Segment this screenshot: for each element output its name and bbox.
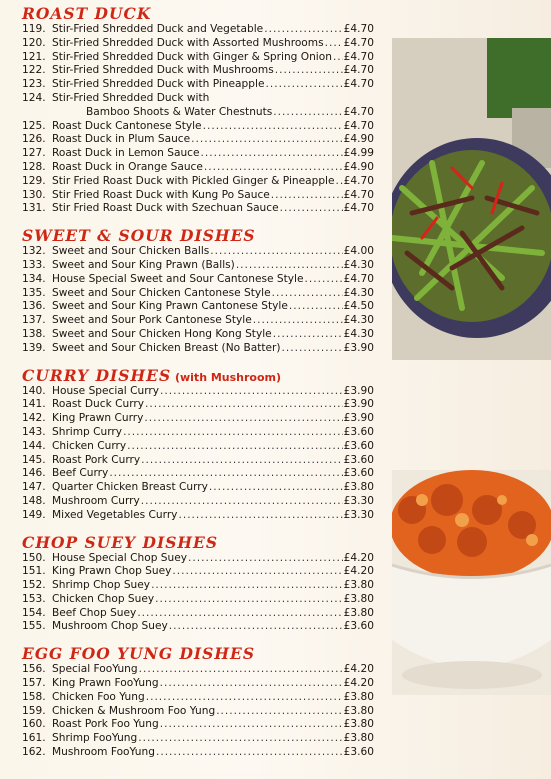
item-number: 135. [22, 286, 46, 299]
dot-leader [191, 133, 343, 147]
item-name: King Prawn Chop Suey [52, 565, 172, 578]
item-name: Sweet and Sour Pork Cantonese Style [52, 314, 252, 327]
section-title-text: EGG FOO YUNG DISHES [22, 644, 256, 664]
item-number: 119. [22, 23, 46, 35]
item-number: 132. [22, 245, 46, 258]
menu-item [22, 342, 374, 356]
dot-leader [204, 161, 343, 175]
menu-item [22, 202, 374, 216]
dot-leader [151, 579, 343, 593]
item-price: £3.80 [343, 718, 374, 731]
item-number: 145. [22, 453, 46, 466]
section-gap [22, 634, 374, 644]
item-price: £4.20 [343, 677, 374, 690]
item-number: 130. [22, 188, 46, 201]
stir-fry-dish-photo [392, 38, 551, 360]
dot-leader [109, 467, 342, 481]
item-name: Sweet and Sour Chicken Hong Kong Style [52, 327, 272, 340]
item-number: 124. [22, 91, 46, 104]
menu-item [22, 92, 374, 120]
dot-leader [172, 565, 342, 579]
menu-item [22, 273, 374, 287]
item-price: £4.30 [343, 286, 374, 299]
item-name: Special FooYung [52, 663, 138, 676]
menu-item [22, 495, 374, 509]
item-name: Roast Duck in Orange Sauce [52, 160, 203, 173]
menu-item [22, 481, 374, 495]
item-number: 144. [22, 439, 46, 452]
item-price: £4.70 [343, 78, 374, 91]
item-price: £3.80 [343, 592, 374, 605]
section-title-text: CHOP SUEY DISHES [22, 532, 219, 552]
menu-items-list [22, 23, 374, 216]
item-name: King Prawn Curry [52, 412, 144, 425]
item-name: Beef Curry [52, 467, 109, 480]
item-name: Shrimp Chop Suey [52, 579, 151, 592]
item-price: £3.80 [343, 579, 374, 592]
sweet-sour-dish-illustration [392, 470, 551, 695]
item-name: Stir-Fried Shredded Duck with Pineapple [52, 78, 265, 91]
item-price: £3.90 [343, 412, 374, 425]
item-price: £3.60 [343, 453, 374, 466]
dot-leader [336, 175, 343, 189]
item-number: 121. [22, 50, 46, 63]
menu-items-list [22, 245, 374, 355]
dot-leader [272, 287, 343, 301]
item-price: £3.60 [343, 425, 374, 438]
menu-items-list [22, 663, 374, 760]
item-number: 125. [22, 119, 46, 132]
section-title [22, 366, 374, 385]
menu-item [22, 746, 374, 760]
item-number: 136. [22, 300, 46, 313]
menu-item [22, 412, 374, 426]
section-gap [22, 523, 374, 533]
dot-leader [210, 245, 342, 259]
item-number: 148. [22, 494, 46, 507]
menu-item [22, 552, 374, 566]
dot-leader [333, 51, 343, 65]
dot-leader [188, 552, 343, 566]
item-name: Mushroom Curry [52, 494, 140, 507]
item-name: Shrimp FooYung [52, 732, 138, 745]
menu-item [22, 37, 374, 51]
dot-leader [127, 440, 343, 454]
item-number: 150. [22, 551, 46, 564]
item-price: £4.70 [343, 202, 374, 215]
dot-leader [123, 426, 343, 440]
item-number: 157. [22, 677, 46, 690]
item-name-continued: Bamboo Shoots & Water Chestnuts [86, 105, 273, 118]
item-number: 137. [22, 314, 46, 327]
item-name: Chicken & Mushroom Foo Yung [52, 704, 216, 717]
menu-item [22, 691, 374, 705]
menu-items-list [22, 385, 374, 523]
menu-item [22, 287, 374, 301]
item-name: House Special Chop Suey [52, 551, 188, 564]
item-name: Stir Fried Roast Duck with Pickled Ginger & Pineapple [52, 174, 335, 187]
item-price: £3.60 [343, 467, 374, 480]
item-price: £4.70 [343, 174, 374, 187]
item-price: £4.99 [343, 147, 374, 160]
item-number: 156. [22, 663, 46, 676]
menu-item [22, 189, 374, 203]
item-price: £4.90 [343, 133, 374, 146]
item-price: £3.80 [343, 690, 374, 703]
dot-leader [160, 718, 343, 732]
dot-leader [273, 328, 343, 342]
menu-item [22, 663, 374, 677]
item-number: 138. [22, 327, 46, 340]
item-price: £4.20 [343, 663, 374, 676]
item-price: £3.80 [343, 732, 374, 745]
item-number: 154. [22, 606, 46, 619]
item-price: £4.70 [343, 50, 374, 63]
item-number: 149. [22, 508, 46, 521]
dot-leader [139, 663, 343, 677]
menu-item [22, 300, 374, 314]
dot-leader [145, 398, 343, 412]
item-number: 126. [22, 133, 46, 146]
menu-item [22, 732, 374, 746]
item-price: £3.90 [343, 341, 374, 354]
item-number: 155. [22, 620, 46, 633]
item-name: Roast Pork Foo Yung [52, 718, 159, 731]
item-number: 147. [22, 481, 46, 494]
dot-leader [146, 691, 343, 705]
section-title [22, 644, 374, 663]
dot-leader [155, 593, 343, 607]
item-number: 120. [22, 36, 46, 49]
item-price: £4.50 [343, 300, 374, 313]
item-number: 142. [22, 412, 46, 425]
item-price: £4.30 [343, 314, 374, 327]
item-name: House Special Sweet and Sour Cantonese Style [52, 272, 304, 285]
item-name: Stir-Fried Shredded Duck with Ginger & Spring Onion [52, 50, 332, 63]
dot-leader [275, 64, 343, 78]
item-number: 129. [22, 174, 46, 187]
section-title-text: SWEET & SOUR DISHES [22, 226, 256, 246]
item-name: King Prawn FooYung [52, 677, 159, 690]
dot-leader [209, 481, 343, 495]
section-title [22, 226, 374, 245]
dot-leader [169, 620, 343, 634]
dot-leader [216, 705, 342, 719]
menu-item [22, 677, 374, 691]
item-price: £3.30 [343, 494, 374, 507]
dot-leader [201, 147, 343, 161]
menu-item [22, 440, 374, 454]
menu-item [22, 259, 374, 273]
item-price: £4.30 [343, 258, 374, 271]
item-number: 140. [22, 384, 46, 397]
item-number: 131. [22, 202, 46, 215]
menu-item [22, 607, 374, 621]
item-price: £4.20 [343, 565, 374, 578]
item-name: Roast Pork Curry [52, 453, 141, 466]
menu-list [22, 4, 374, 760]
menu-item [22, 133, 374, 147]
item-name: Roast Duck Curry [52, 398, 145, 411]
item-number: 122. [22, 64, 46, 77]
menu-item [22, 120, 374, 134]
item-name: Roast Duck in Lemon Sauce [52, 147, 200, 160]
dot-leader [325, 37, 343, 51]
dot-leader [156, 746, 343, 760]
item-name: Mixed Vegetables Curry [52, 508, 178, 521]
item-name: Chicken Curry [52, 439, 127, 452]
item-price: £3.80 [343, 704, 374, 717]
item-price: £3.80 [343, 481, 374, 494]
item-price: £4.00 [343, 245, 374, 258]
menu-item [22, 23, 374, 37]
dot-leader [273, 106, 342, 120]
item-price: £3.60 [343, 439, 374, 452]
item-name: Stir-Fried Shredded Duck with [52, 91, 210, 104]
dot-leader [253, 314, 343, 328]
menu-item-line [22, 106, 374, 120]
dot-leader [141, 495, 343, 509]
item-number: 133. [22, 258, 46, 271]
dot-leader [304, 273, 342, 287]
item-number: 123. [22, 78, 46, 91]
sweet-sour-dish-photo [392, 470, 551, 695]
item-name: House Special Curry [52, 384, 160, 397]
item-price: £4.20 [343, 551, 374, 564]
menu-item [22, 718, 374, 732]
item-price: £4.70 [343, 36, 374, 49]
item-number: 128. [22, 160, 46, 173]
dot-leader [280, 202, 343, 216]
item-number: 161. [22, 732, 46, 745]
item-number: 127. [22, 147, 46, 160]
menu-item [22, 328, 374, 342]
menu-item [22, 245, 374, 259]
menu-item [22, 51, 374, 65]
dot-leader [138, 732, 342, 746]
item-price: £4.90 [343, 160, 374, 173]
dot-leader [271, 189, 343, 203]
dot-leader [282, 342, 343, 356]
item-price: £4.70 [343, 119, 374, 132]
item-number: 159. [22, 704, 46, 717]
dot-leader [265, 78, 342, 92]
item-number: 151. [22, 565, 46, 578]
item-price: £4.70 [343, 272, 374, 285]
menu-item [22, 565, 374, 579]
menu-item [22, 467, 374, 481]
item-name: Sweet and Sour King Prawn Cantonese Style [52, 300, 288, 313]
item-name: Mushroom Chop Suey [52, 620, 168, 633]
item-number: 162. [22, 746, 46, 759]
item-number: 141. [22, 398, 46, 411]
item-price: £4.70 [343, 105, 374, 118]
section-title-text: ROAST DUCK [22, 4, 152, 23]
section-title-text: CURRY DISHES [22, 365, 172, 385]
item-name: Stir-Fried Shredded Duck and Vegetable [52, 23, 264, 35]
menu-item-line [22, 92, 374, 106]
section-title [22, 533, 374, 552]
menu-item [22, 426, 374, 440]
item-name: Stir-Fried Shredded Duck with Mushrooms [52, 64, 274, 77]
item-name: Sweet and Sour Chicken Cantonese Style [52, 286, 271, 299]
item-name: Roast Duck Cantonese Style [52, 119, 202, 132]
menu-item [22, 398, 374, 412]
section-title-note: (with Mushroom) [171, 370, 282, 384]
dot-leader [144, 412, 342, 426]
item-price: £3.90 [343, 384, 374, 397]
dot-leader [289, 300, 343, 314]
item-name: Sweet and Sour King Prawn (Balls) [52, 258, 235, 271]
item-number: 158. [22, 690, 46, 703]
menu-item [22, 705, 374, 719]
item-price: £4.70 [343, 23, 374, 35]
item-price: £4.30 [343, 327, 374, 340]
item-price: £3.90 [343, 398, 374, 411]
menu-item [22, 593, 374, 607]
item-price: £4.70 [343, 64, 374, 77]
item-name: Chicken Chop Suey [52, 592, 155, 605]
section-title [22, 4, 374, 23]
item-number: 146. [22, 467, 46, 480]
item-name: Sweet and Sour Chicken Balls [52, 245, 210, 258]
menu-item [22, 454, 374, 468]
menu-item [22, 161, 374, 175]
dot-leader [203, 120, 343, 134]
item-number: 134. [22, 272, 46, 285]
item-name: Chicken Foo Yung [52, 690, 145, 703]
item-number: 160. [22, 718, 46, 731]
dot-leader [137, 607, 342, 621]
menu-item [22, 175, 374, 189]
menu-item [22, 314, 374, 328]
dot-leader [236, 259, 343, 273]
dot-leader [141, 454, 343, 468]
item-name: Beef Chop Suey [52, 606, 137, 619]
dot-leader [160, 677, 343, 691]
menu-items-list [22, 552, 374, 635]
item-price: £4.70 [343, 188, 374, 201]
item-name: Roast Duck in Plum Sauce [52, 133, 191, 146]
item-name: Mushroom FooYung [52, 746, 155, 759]
item-price: £3.30 [343, 508, 374, 521]
section-gap [22, 216, 374, 226]
menu-item [22, 64, 374, 78]
item-number: 153. [22, 592, 46, 605]
dot-leader [178, 509, 342, 523]
item-price: £3.80 [343, 606, 374, 619]
menu-item [22, 509, 374, 523]
menu-item [22, 78, 374, 92]
dot-leader [264, 23, 342, 37]
menu-item [22, 385, 374, 399]
menu-item [22, 579, 374, 593]
dot-leader [160, 385, 343, 399]
item-name: Shrimp Curry [52, 425, 123, 438]
item-name: Stir-Fried Shredded Duck with Assorted Mushrooms [52, 36, 324, 49]
item-price: £3.60 [343, 620, 374, 633]
item-number: 152. [22, 579, 46, 592]
item-name: Stir Fried Roast Duck with Kung Po Sauce [52, 188, 270, 201]
item-number: 143. [22, 425, 46, 438]
stir-fry-dish-illustration [392, 38, 551, 360]
item-name: Sweet and Sour Chicken Breast (No Batter) [52, 341, 281, 354]
item-number: 139. [22, 341, 46, 354]
section-gap [22, 356, 374, 366]
menu-item [22, 620, 374, 634]
item-name: Quarter Chicken Breast Curry [52, 481, 208, 494]
item-name: Stir Fried Roast Duck with Szechuan Sauce [52, 202, 279, 215]
item-price: £3.60 [343, 746, 374, 759]
menu-item [22, 147, 374, 161]
